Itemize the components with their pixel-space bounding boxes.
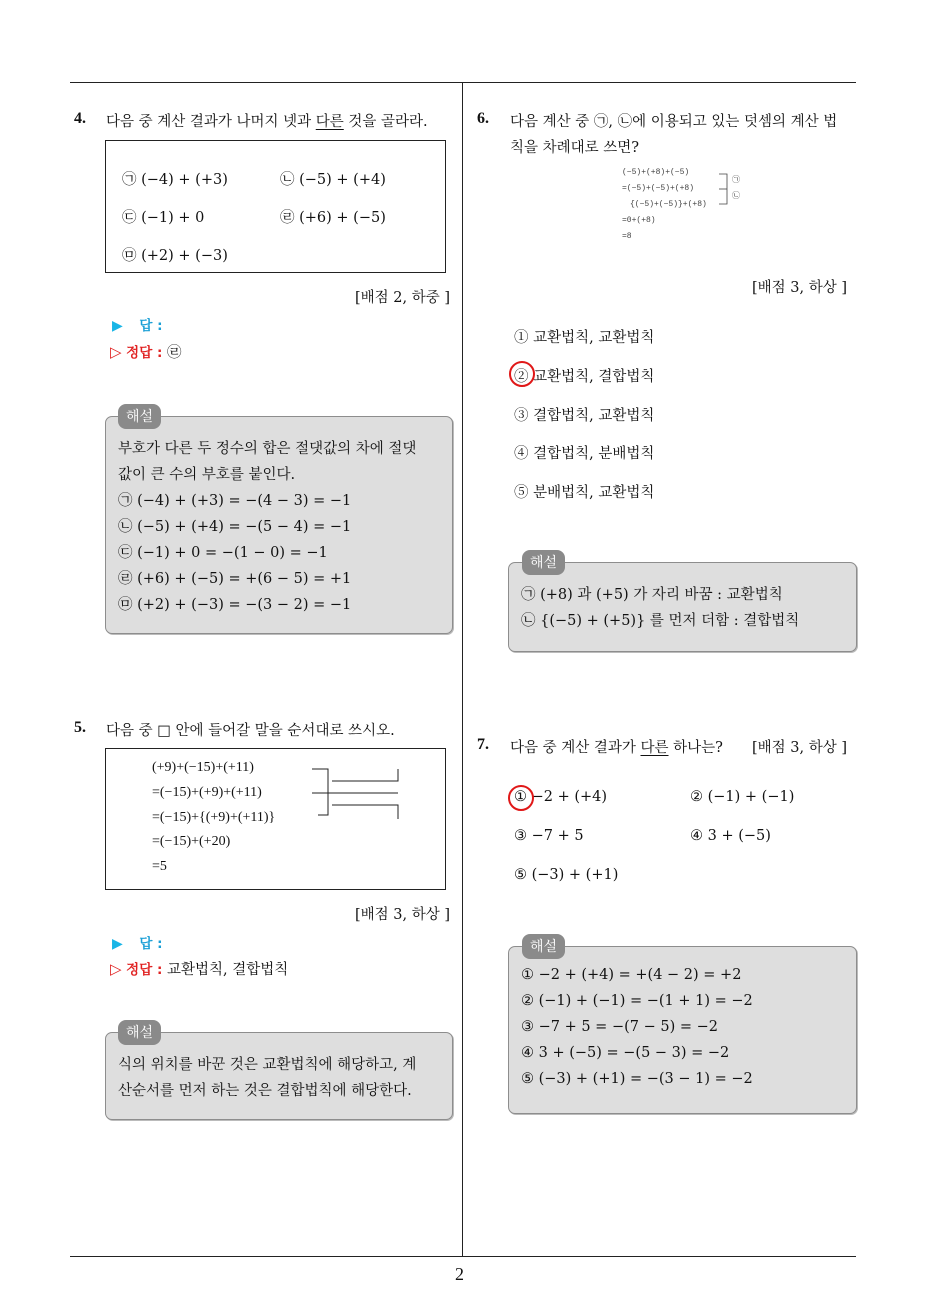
q6-small-line-5: =8	[622, 232, 632, 241]
q6-option-1[interactable]: ① 교환법칙, 교환법칙	[514, 330, 655, 346]
q7-explanation-tag: 해설	[522, 934, 565, 959]
q7-explanation-box	[508, 946, 857, 1114]
q5-expl-line-2: 산순서를 먼저 하는 것은 결합법칙에 해당한다.	[118, 1083, 412, 1099]
q7-option-1[interactable]: ① −2 + (+4)	[514, 789, 608, 805]
column-divider	[462, 82, 463, 1257]
q4-score: [배점 2, 하중 ]	[355, 290, 451, 306]
q6-number: 6.	[477, 110, 489, 127]
q4-expl-line-3: ㉠ (−4) + (+3) = −(4 − 3) = −1	[118, 493, 352, 509]
q6-expl-line-2: ㉡ {(−5) + (+5)} 를 먼저 더함 : 결합법칙	[521, 613, 800, 629]
q5-answer-row	[112, 932, 163, 952]
q4-option-3: ㉢ (−1) + 0	[122, 210, 205, 226]
q7-option-3[interactable]: ③ −7 + 5	[514, 828, 584, 844]
q4-correct-row	[110, 341, 181, 362]
q4-question-post: 것을 골라라.	[343, 114, 428, 130]
q5-correct-value: 교환법칙, 결합법칙	[166, 962, 289, 978]
q4-answer-row	[112, 314, 163, 334]
q6-question-line-1: 다음 계산 중 ㉠, ㉡에 이용되고 있는 덧셈의 계산 법	[510, 114, 838, 130]
q5-answer-label: 답 :	[139, 936, 163, 952]
q4-expl-line-1: 부호가 다른 두 정수의 합은 절댓값의 차에 절댓	[118, 441, 417, 457]
q7-question-post: 하나는?	[668, 740, 723, 756]
q4-option-5: ㉤ (+2) + (−3)	[122, 248, 228, 264]
q5-calc-line-1: (+9)+(−15)+(+11)	[152, 760, 254, 775]
q5-bracket-lines	[306, 763, 416, 823]
q7-option-2[interactable]: ② (−1) + (−1)	[690, 789, 795, 805]
q4-option-2: ㉡ (−5) + (+4)	[280, 172, 386, 188]
correct-arrow-icon: ▷	[110, 343, 122, 361]
bottom-rule	[70, 1256, 856, 1257]
q7-question-pre: 다음 중 계산 결과가	[510, 740, 641, 756]
q7-expl-line-5: ⑤ (−3) + (+1) = −(3 − 1) = −2	[521, 1071, 753, 1087]
q7-expl-line-1: ① −2 + (+4) = +(4 − 2) = +2	[521, 967, 742, 983]
q4-expl-line-4: ㉡ (−5) + (+4) = −(5 − 4) = −1	[118, 519, 352, 535]
q7-selected-circle	[508, 785, 534, 811]
q6-expl-line-1: ㉠ (+8) 과 (+5) 가 자리 바꿈 : 교환법칙	[521, 587, 783, 603]
q6-small-line-2: =(−5)+(−5)+(+8)	[622, 184, 695, 193]
q5-explanation-box	[105, 1032, 453, 1120]
q6-option-2[interactable]: ② 교환법칙, 결합법칙	[514, 369, 655, 385]
q5-calc-line-2: =(−15)+(+9)+(+11)	[152, 785, 262, 800]
q4-question-underlined: 다른	[315, 114, 344, 130]
q7-question	[510, 736, 723, 757]
q4-correct-value: ㉣	[166, 345, 182, 361]
q5-question: 다음 중 □ 안에 들어갈 말을 순서대로 쓰시오.	[106, 723, 395, 739]
q7-option-4[interactable]: ④ 3 + (−5)	[690, 828, 771, 844]
correct-arrow-icon: ▷	[110, 960, 122, 978]
q4-explanation-tag: 해설	[118, 404, 161, 429]
q6-small-mark-2: ㉡	[732, 192, 740, 201]
q4-expl-line-6: ㉣ (+6) + (−5) = +(6 − 5) = +1	[118, 571, 352, 587]
q4-correct-label: 정답 :	[126, 345, 163, 361]
q7-expl-line-3: ③ −7 + 5 = −(7 − 5) = −2	[521, 1019, 718, 1035]
q6-option-4[interactable]: ④ 결합법칙, 분배법칙	[514, 446, 655, 462]
q5-calc-line-3: =(−15)+{(+9)+(+11)}	[152, 810, 276, 825]
q6-explanation-box	[508, 562, 857, 652]
q6-small-calc	[622, 168, 762, 250]
q6-small-bracket	[718, 172, 732, 206]
q4-expl-line-5: ㉢ (−1) + 0 = −(1 − 0) = −1	[118, 545, 328, 561]
q7-score: [배점 3, 하상 ]	[752, 740, 848, 756]
answer-arrow-icon: ▶	[112, 318, 123, 334]
q7-expl-line-4: ④ 3 + (−5) = −(5 − 3) = −2	[521, 1045, 730, 1061]
q7-expl-line-2: ② (−1) + (−1) = −(1 + 1) = −2	[521, 993, 753, 1009]
q6-option-5[interactable]: ⑤ 분배법칙, 교환법칙	[514, 485, 655, 501]
q5-calc-line-4: =(−15)+(+20)	[152, 834, 231, 849]
q6-small-mark-1: ㉠	[732, 176, 740, 185]
page-number: 2	[455, 1264, 464, 1284]
q4-option-1: ㉠ (−4) + (+3)	[122, 172, 228, 188]
q6-option-3[interactable]: ③ 결합법칙, 교환법칙	[514, 408, 655, 424]
q6-small-line-3: {(−5)+(−5)}+(+8)	[630, 200, 707, 209]
q4-option-4: ㉣ (+6) + (−5)	[280, 210, 386, 226]
q5-calc-box	[105, 748, 446, 890]
top-rule	[70, 82, 856, 83]
q6-question-line-2: 칙을 차례대로 쓰면?	[510, 140, 640, 156]
q4-options-box	[105, 140, 446, 273]
q4-question-pre: 다음 중 계산 결과가 나머지 넷과	[106, 114, 316, 130]
q5-explanation-tag: 해설	[118, 1020, 161, 1045]
q6-small-line-4: =0+(+8)	[622, 216, 656, 225]
q4-explanation-box	[105, 416, 453, 634]
answer-arrow-icon: ▶	[112, 936, 123, 952]
q5-calc-line-5: =5	[152, 859, 167, 874]
q5-score: [배점 3, 하상 ]	[355, 907, 451, 923]
q4-expl-line-2: 값이 큰 수의 부호를 붙인다.	[118, 467, 296, 483]
q6-explanation-tag: 해설	[522, 550, 565, 575]
q4-expl-line-7: ㉤ (+2) + (−3) = −(3 − 2) = −1	[118, 597, 352, 613]
q4-answer-label: 답 :	[139, 318, 163, 334]
q7-question-underlined: 다른	[640, 740, 669, 756]
q6-selected-circle	[509, 361, 535, 387]
q7-number: 7.	[477, 736, 489, 753]
q6-score: [배점 3, 하상 ]	[752, 280, 848, 296]
q5-expl-line-1: 식의 위치를 바꾼 것은 교환법칙에 해당하고, 계	[118, 1057, 417, 1073]
q4-question	[106, 110, 428, 131]
q5-number: 5.	[74, 719, 86, 736]
q5-correct-label: 정답 :	[126, 962, 163, 978]
q4-number: 4.	[74, 110, 86, 127]
q5-correct-row	[110, 958, 288, 979]
q7-option-5[interactable]: ⑤ (−3) + (+1)	[514, 867, 619, 883]
q6-small-line-1: (−5)+(+8)+(−5)	[622, 168, 690, 177]
